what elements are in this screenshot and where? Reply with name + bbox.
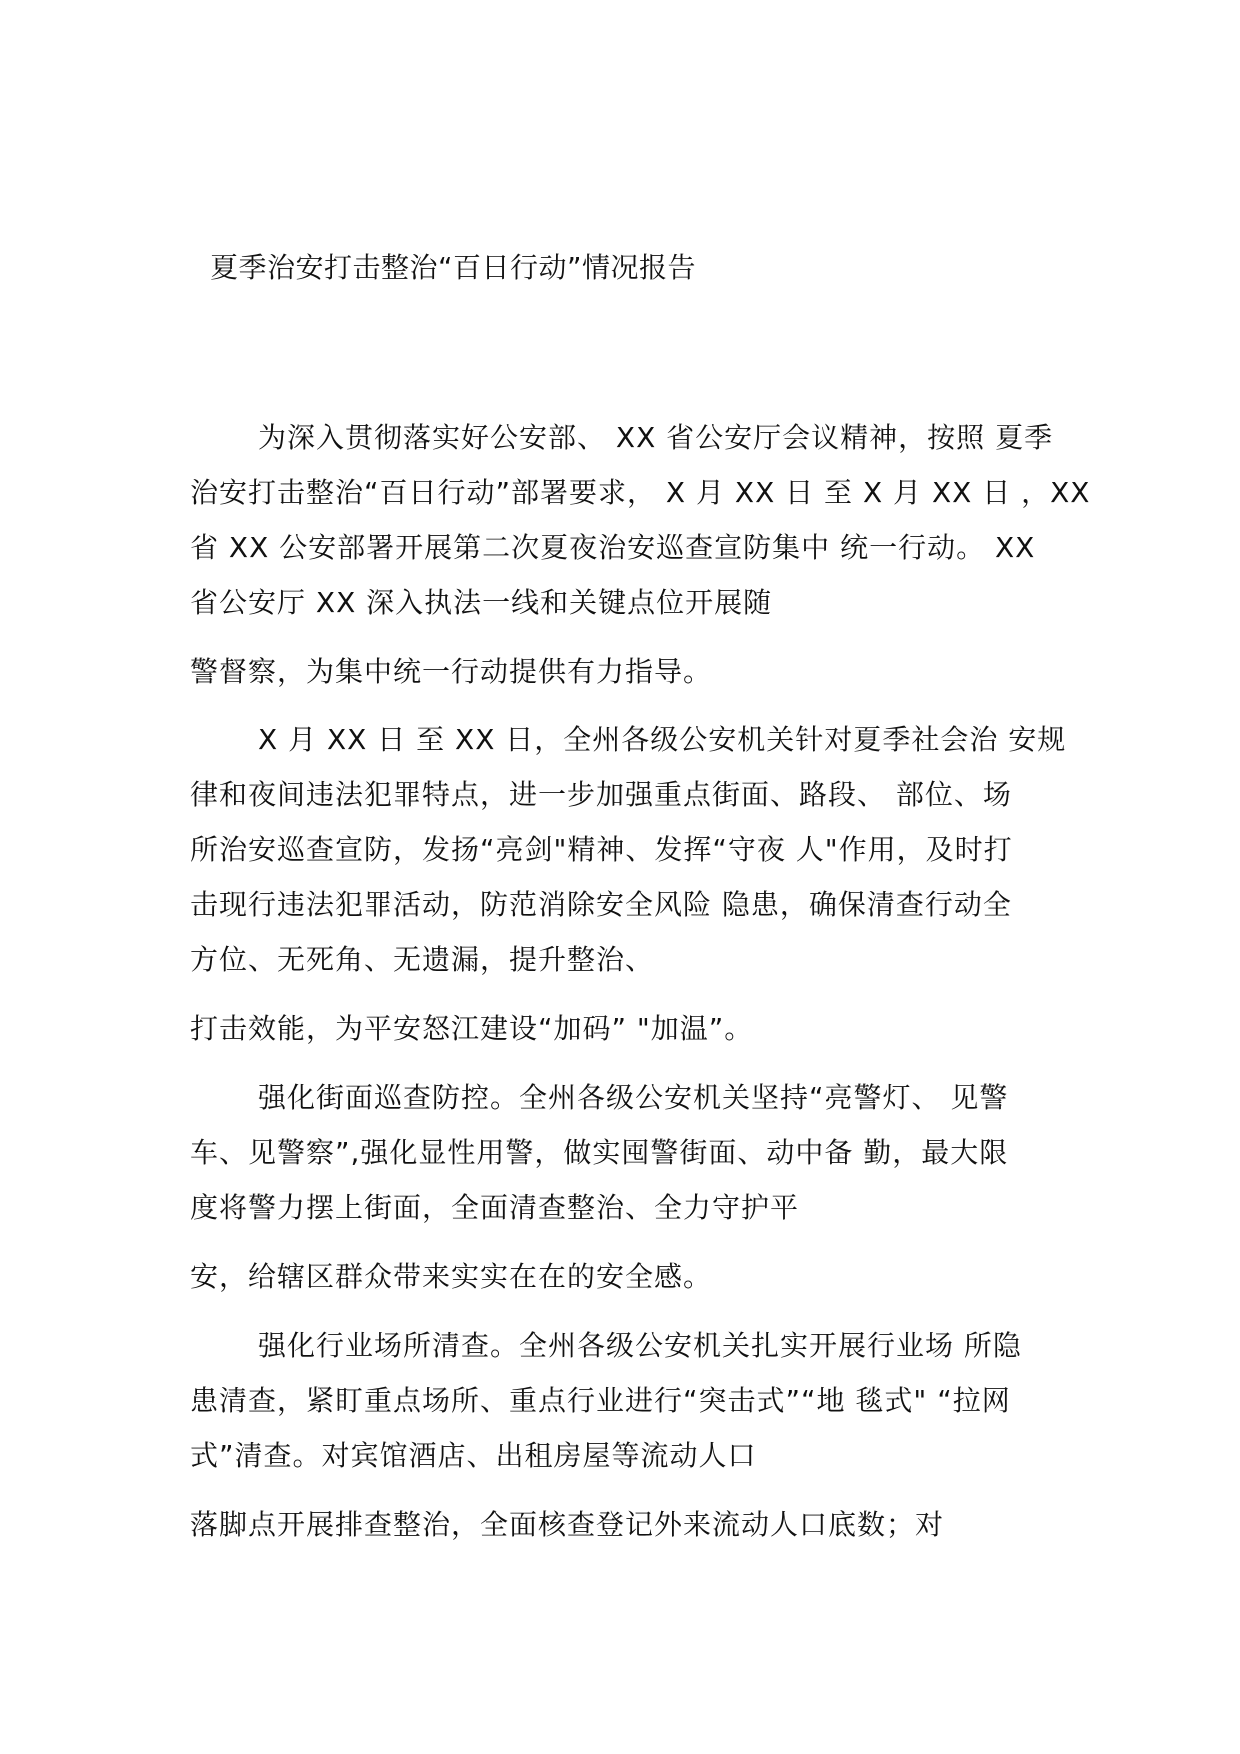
- paragraph-line: 患清查，紧盯重点场所、重点行业进行“突击式”“地 毯式" “拉网: [190, 1384, 1011, 1417]
- paragraph-line: 警督察，为集中统一行动提供有力指导。: [190, 655, 713, 688]
- paragraph-line: 省 XX 公安部署开展第二次夏夜治安巡查宣防集中 统一行动。 XX: [190, 531, 1036, 564]
- document-title: 夏季治安打击整治“百日行动”情况报告: [210, 251, 697, 284]
- paragraph-line: X 月 XX 日 至 XX 日，全州各级公安机关针对夏季社会治 安规: [258, 723, 1067, 756]
- paragraph-line: 击现行违法犯罪活动，防范消除安全风险 隐患，确保清查行动全: [190, 888, 1012, 921]
- paragraph-line: 为深入贯彻落实好公安部、 XX 省公安厅会议精神，按照 夏季: [258, 421, 1054, 454]
- paragraph-line: 式”清查。对宾馆酒店、出租房屋等流动人口: [190, 1439, 757, 1472]
- paragraph-line: 度将警力摆上街面，全面清查整治、全力守护平: [190, 1191, 800, 1224]
- paragraph-line: 安，给辖区群众带来实实在在的安全感。: [190, 1260, 713, 1293]
- paragraph-line: 强化行业场所清查。全州各级公安机关扎实开展行业场 所隐: [258, 1329, 1022, 1362]
- paragraph-line: 方位、无死角、无遗漏，提升整治、: [190, 943, 655, 976]
- paragraph-line: 所治安巡查宣防，发扬“亮剑"精神、发挥“守夜 人"作用，及时打: [190, 833, 1013, 866]
- paragraph-line: 车、见警察”,强化显性用警，做实囤警街面、动中备 勤，最大限: [190, 1136, 1009, 1169]
- paragraph-line: 治安打击整治“百日行动”部署要求， X 月 XX 日 至 X 月 XX 日 ，XX: [190, 476, 1091, 509]
- paragraph-line: 打击效能，为平安怒江建设“加码” "加温”。: [190, 1012, 754, 1045]
- paragraph-line: 律和夜间违法犯罪特点，进一步加强重点街面、路段、 部位、场: [190, 778, 1012, 811]
- paragraph-line: 省公安厅 XX 深入执法一线和关键点位开展随: [190, 586, 773, 619]
- paragraph-line: 落脚点开展排查整治，全面核查登记外来流动人口底数；对: [190, 1508, 945, 1541]
- paragraph-line: 强化街面巡查防控。全州各级公安机关坚持“亮警灯、 见警: [258, 1081, 1009, 1114]
